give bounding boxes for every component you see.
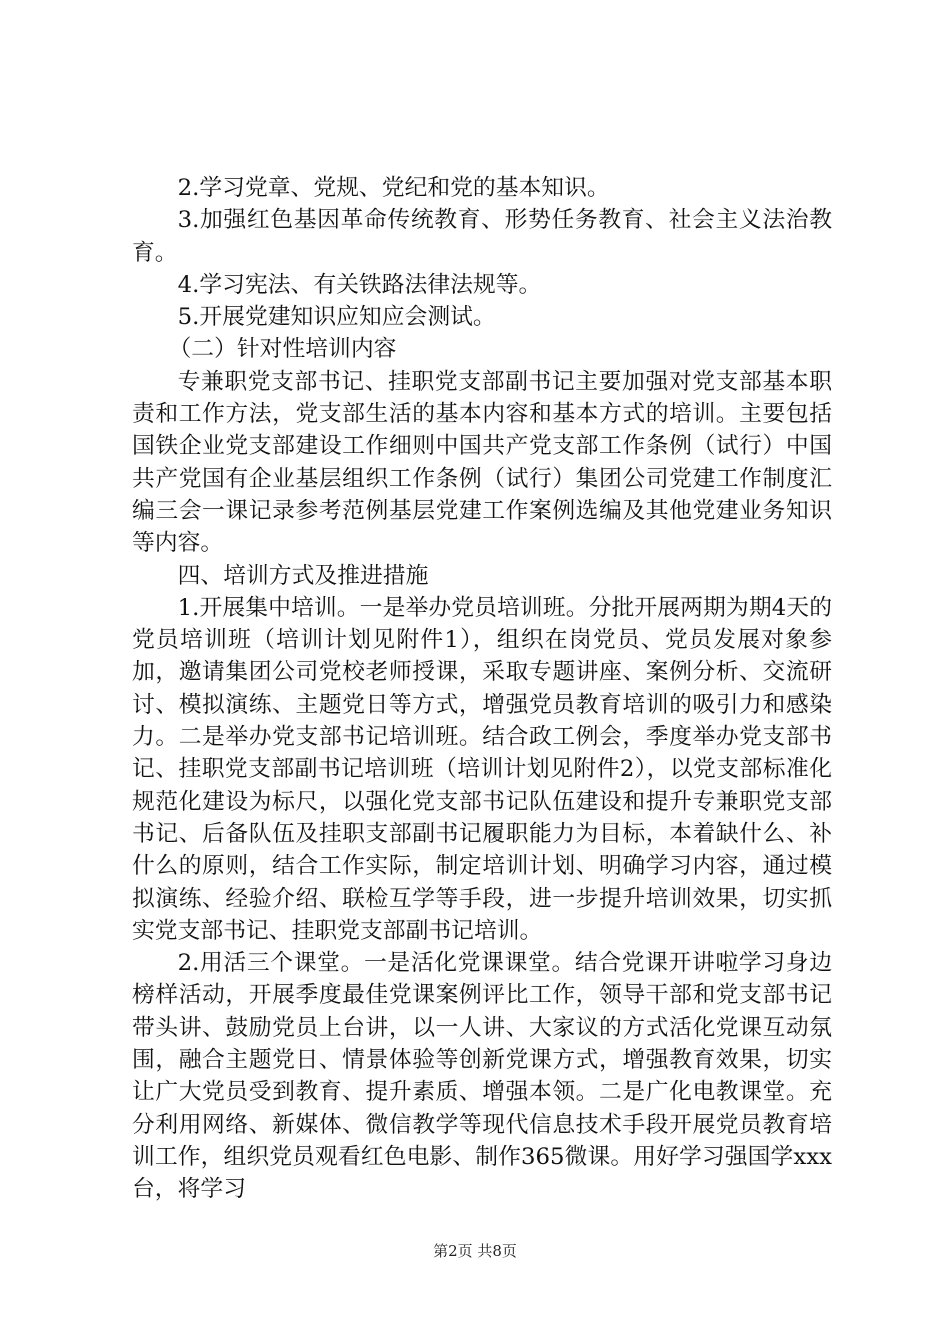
page-number-footer: 第2页 共8页: [433, 1242, 517, 1260]
paragraph-red-gene-education: 3.加强红色基因革命传统教育、形势任务教育、社会主义法治教育。: [132, 207, 832, 266]
paragraph-three-classrooms: 2.用活三个课堂。一是活化党课课堂。结合党课开讲啦学习身边榜样活动，开展季度最佳党课案例评比工作，领导干部和党支部书记带头讲、鼓励党员上台讲，以一人讲、大家议的方式活化党课互动氛围，融合主题党日、情景体验等创新党课方式，增强教育效果，切实让广大党员受到教育、提升素质、增强本领。二是广化电教课堂。充分利用网络、新媒体、微信教学等现代信息技术手段开展党员教育培训工作，组织党员观看红色电影、制作365微课。用好学习强国学xxx台，将学习: [132, 950, 832, 1203]
section-heading-targeted-training: （二）针对性培训内容: [168, 336, 397, 363]
section-heading-training-methods: 四、培训方式及推进措施: [177, 562, 429, 589]
paragraph-knowledge-test: 5.开展党建知识应知应会测试。: [177, 304, 496, 331]
paragraph-party-knowledge: 2.学习党章、党规、党纪和党的基本知识。: [177, 175, 610, 201]
document-body: [132, 172, 832, 1206]
paragraph-constitution-law: 4.学习宪法、有关铁路法律法规等。: [177, 271, 542, 298]
paragraph-targeted-training: 专兼职党支部书记、挂职党支部副书记主要加强对党支部基本职责和工作方法，党支部生活的基本内容和基本方式的培训。主要包括国铁企业党支部建设工作细则中国共产党支部工作条例（试行）中国共产党国有企业基层组织工作条例（试行）集团公司党建工作制度汇编三会一课记录参考范例基层党建工作案例选编及其他党建业务知识等内容。: [132, 368, 832, 557]
paragraph-centralized-training: 1.开展集中培训。一是举办党员培训班。分批开展两期为期4天的党员培训班（培训计划见附件1），组织在岗党员、党员发展对象参加，邀请集团公司党校老师授课，采取专题讲座、案例分析、交流研讨、模拟演练、主题党日等方式，增强党员教育培训的吸引力和感染力。二是举办党支部书记培训班。结合政工例会，季度举办党支部书记、挂职党支部副书记培训班（培训计划见附件2），以党支部标准化规范化建设为标尺，以强化党支部书记队伍建设和提升专兼职党支部书记、后备队伍及挂职支部副书记履职能力为目标，本着缺什么、补什么的原则，结合工作实际，制定培训计划、明确学习内容，通过模拟演练、经验介绍、联检互学等手段，进一步提升培训效果，切实抓实党支部书记、挂职党支部副书记培训。: [132, 594, 832, 944]
